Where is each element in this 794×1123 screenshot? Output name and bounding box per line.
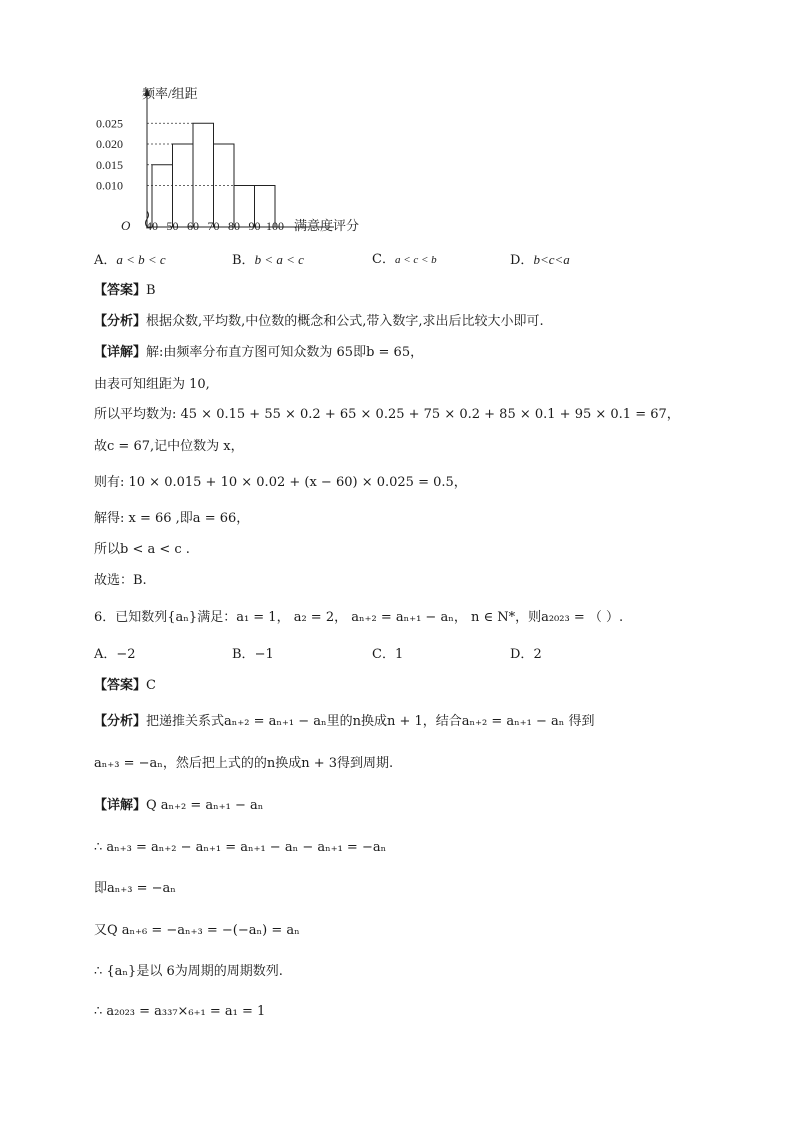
q6-answer: 【答案】C: [94, 678, 156, 693]
x-tick-label: 40: [146, 219, 158, 233]
q5-detail-line-3: 所以平均数为: 45 × 0.15 + 55 × 0.2 + 65 × 0.25 + 75 × 0.2 + 85 × 0.1 + 95 × 0.1 = 67，: [94, 407, 680, 422]
q6-detail-line-3: 即aₙ₊₃ = −aₙ: [94, 881, 176, 896]
q6-option-c: C．1: [372, 647, 404, 662]
q5-detail-line-4: 故c = 67,记中位数为 x，: [94, 439, 244, 454]
q5-detail-line-8: 故选：B.: [94, 573, 147, 588]
x-axis-label: 满意度评分: [294, 218, 360, 233]
q5-option-b: B．b < a < c: [232, 252, 304, 268]
q6-option-d: D．2: [510, 647, 542, 662]
histogram-bar-60-70: [193, 123, 214, 227]
q5-option-d: D．b<c<a: [510, 252, 570, 268]
q5-detail-line-7: 所以b < a < c .: [94, 542, 190, 557]
origin-label: O: [121, 218, 131, 233]
x-tick-label: 80: [228, 219, 240, 233]
q6-stem: 6．已知数列{aₙ}满足：a₁ = 1， a₂ = 2， aₙ₊₂ = aₙ₊₁ − aₙ， n ∈ N*，则a₂₀₂₃ = （ ）.: [94, 610, 624, 625]
q5-answer: 【答案】B: [94, 283, 156, 298]
q5-option-a: A．a < b < c: [94, 252, 166, 268]
frequency-histogram: [88, 80, 388, 240]
q6-detail-line-6: ∴ a₂₀₂₃ = a₃₃₇×₆₊₁ = a₁ = 1: [94, 1004, 266, 1019]
q6-detail-line-4: 又Q aₙ₊₆ = −aₙ₊₃ = −(−aₙ) = aₙ: [94, 923, 300, 938]
histogram-bar-40-50: [152, 165, 173, 227]
q6-detail-line-2: ∴ aₙ₊₃ = aₙ₊₂ − aₙ₊₁ = aₙ₊₁ − aₙ − aₙ₊₁ = −aₙ: [94, 840, 387, 855]
x-tick-label: 100: [266, 219, 284, 233]
q6-option-a: A．−2: [94, 647, 136, 662]
x-tick-label: 50: [166, 219, 179, 233]
y-tick-label: 0.025: [96, 116, 123, 131]
y-axis-label: 频率/组距: [142, 86, 198, 101]
y-tick-label: 0.010: [96, 178, 123, 193]
q5-option-c: C．a < c < b: [372, 252, 437, 267]
q6-analysis: 【分析】把递推关系式aₙ₊₂ = aₙ₊₁ − aₙ里的n换成n + 1，结合aₙ₊₂ = aₙ₊₁ − aₙ 得到: [94, 714, 595, 729]
y-tick-label: 0.020: [96, 137, 123, 151]
q6-detail-line-5: ∴ {aₙ}是以 6为周期的周期数列.: [94, 964, 283, 979]
q5-detail-line-6: 解得: x = 66 ,即a = 66，: [94, 511, 250, 526]
y-tick-label: 0.015: [96, 157, 123, 172]
q6-analysis-line-2: aₙ₊₃ = −aₙ，然后把上式的的n换成n + 3得到周期.: [94, 756, 394, 771]
x-tick-label: 90: [248, 219, 261, 233]
x-tick-label: 60: [187, 219, 199, 233]
q5-detail-line-5: 则有: 10 × 0.015 + 10 × 0.02 + (x − 60) × 0.025 = 0.5，: [94, 475, 467, 490]
x-tick-label: 70: [207, 219, 220, 233]
q6-detail: 【详解】Q aₙ₊₂ = aₙ₊₁ − aₙ: [94, 798, 264, 813]
q5-detail-line-2: 由表可知组距为 10,: [94, 377, 210, 392]
q5-detail-line-1: 【详解】解:由频率分布直方图可知众数为 65即b = 65，: [94, 345, 424, 360]
q6-option-b: B．−1: [232, 647, 274, 662]
q5-analysis: 【分析】根据众数,平均数,中位数的概念和公式,带入数字,求出后比较大小即可.: [94, 314, 544, 329]
